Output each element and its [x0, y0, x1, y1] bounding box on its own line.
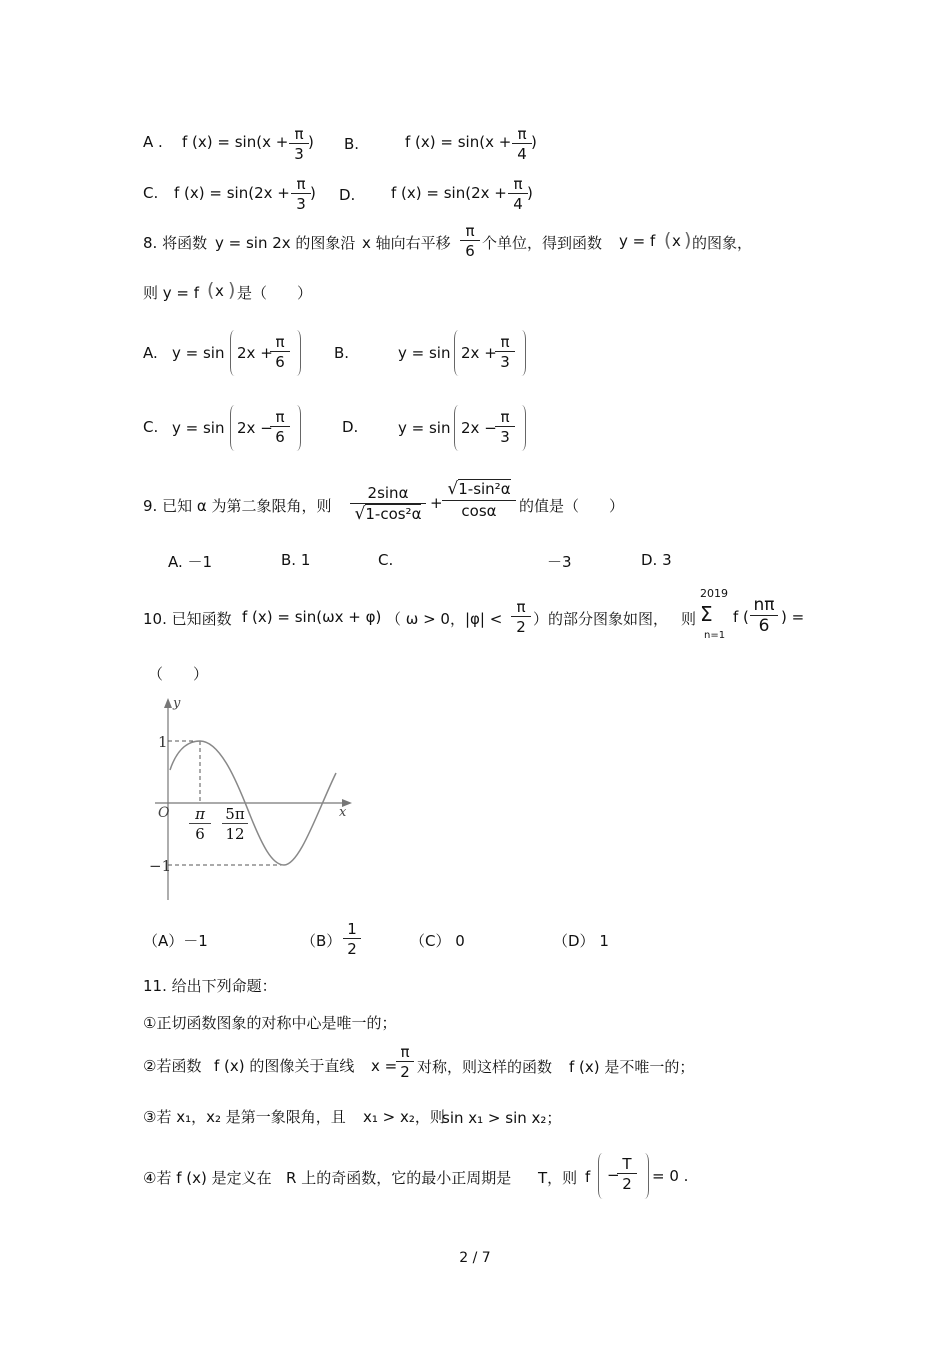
graph-tick-2: $\frac{5\pi}{12}$: [222, 805, 248, 844]
q8-d-inner: 2x −: [461, 419, 497, 437]
q8-b-paren-r: [517, 330, 526, 376]
q11-p4-fraction: $\frac{T}{2}$: [617, 1155, 637, 1194]
q10-sum-top: 2019: [700, 587, 728, 600]
q11-stem: 11. 给出下列命题：: [143, 977, 277, 995]
q7-a-label: A .: [143, 133, 163, 151]
q8-line2-paren-l: (: [207, 279, 215, 301]
q8-a-label: A.: [143, 344, 158, 362]
q11-p2-c: x =: [371, 1057, 398, 1075]
q8-d-expr: y = sin: [398, 419, 451, 437]
q11-p2-a: ②若函数: [143, 1057, 202, 1075]
page-number: 2 / 7: [459, 1250, 491, 1266]
q11-p4-c: T，则: [538, 1169, 578, 1187]
q8-text-6: x: [672, 232, 681, 250]
q8-c-fraction: $\frac{\pi}{6}$: [270, 408, 290, 447]
q8-c-paren-r: [292, 405, 301, 451]
q11-p4-paren-r: [640, 1153, 649, 1199]
q8-b-label: B.: [334, 344, 350, 362]
q7-b-label: B.: [344, 135, 360, 153]
q7-c-close: ): [310, 184, 316, 202]
q7-b-fraction: $\frac{\pi}{4}$: [512, 125, 532, 164]
q8-d-label: D.: [342, 418, 359, 436]
q11-p3-b: x₁ > x₂，则: [363, 1108, 445, 1126]
q11-p1: ①正切函数图象的对称中心是唯一的；: [143, 1014, 397, 1032]
q11-p4-d: f: [585, 1168, 591, 1186]
q8-d-paren-r: [517, 405, 526, 451]
q7-a-close: ): [308, 133, 314, 151]
q11-p4-b: R 上的奇函数，它的最小正周期是: [286, 1169, 512, 1187]
q8-line2-b: x: [215, 282, 224, 300]
q10-sum-fraction: $\frac{n\pi}{6}$: [750, 595, 778, 636]
q8-text-3: x 轴向右平移: [362, 234, 451, 252]
q10-cond: （ ω > 0，|φ| <: [386, 610, 503, 628]
q11-p2-b: f (x) 的图像关于直线: [214, 1057, 355, 1075]
q8-text-2: y = sin 2x 的图象沿: [215, 234, 356, 252]
q8-line2-paren-r: ): [228, 279, 236, 301]
q10-expr: f (x) = sin(ωx + φ): [242, 608, 382, 626]
q11-p3-c: sin x₁ > sin x₂；: [442, 1109, 562, 1127]
q7-c-label: C.: [143, 184, 159, 202]
q8-a-inner: 2x +: [237, 344, 273, 362]
q10-option-c: （C） 0: [410, 932, 465, 950]
q10-option-a: （A）－1: [143, 932, 208, 950]
q7-c-fraction: $\frac{\pi}{3}$: [291, 175, 311, 214]
q7-a-expr: f (x) = sin(x +: [182, 133, 289, 151]
sqrt-icon: √: [354, 504, 366, 524]
q10-paren-line: （ ）: [148, 665, 209, 683]
q9-option-c-value: －3: [547, 553, 572, 571]
q11-p2-fraction: $\frac{\pi}{2}$: [396, 1043, 414, 1082]
y-axis-arrow-icon: [164, 698, 172, 708]
q8-text-5: y = f: [619, 232, 656, 250]
q11-p3-a: ③若 x₁，x₂ 是第一象限角，且: [143, 1108, 346, 1126]
q8-line2-a: 则 y = f: [143, 284, 200, 302]
q8-text-1: 8. 将函数: [143, 234, 208, 252]
graph-origin: O: [158, 805, 170, 821]
q8-a-paren-r: [292, 330, 301, 376]
q8-a-fraction: $\frac{\pi}{6}$: [270, 333, 290, 372]
q8-a-expr: y = sin: [172, 344, 225, 362]
q9-option-a: A. －1: [168, 553, 213, 571]
q8-line2-c: 是（ ）: [237, 284, 313, 302]
sigma-icon: Σ: [700, 602, 713, 626]
graph-y-bottom: −1: [149, 857, 172, 875]
q11-p4-paren-l: [598, 1153, 607, 1199]
q7-d-fraction: $\frac{\pi}{4}$: [508, 175, 528, 214]
q10-then: 则: [681, 610, 697, 628]
q9-stem-b: 的值是（ ）: [519, 497, 625, 515]
q8-paren-l: (: [664, 229, 672, 251]
q11-p2-e: f (x) 是不唯一的；: [569, 1058, 695, 1076]
q11-p4-e: = 0 .: [652, 1167, 689, 1185]
q8-b-expr: y = sin: [398, 344, 451, 362]
q7-b-expr: f (x) = sin(x +: [405, 133, 512, 151]
q9-fraction-1: $\frac{2\sin\alpha}{\text{√1-cos²α}}$: [350, 483, 426, 524]
q9-fraction-2: $\frac{\text{√1-sin²α}}{\cos\alpha}$: [442, 478, 516, 521]
q8-b-inner: 2x +: [461, 344, 497, 362]
q10-sum-bottom: n=1: [704, 630, 726, 641]
q7-c-expr: f (x) = sin(2x +: [174, 184, 290, 202]
q10-option-b-fraction: $\frac{1}{2}$: [343, 920, 361, 959]
graph-tick-1: $\frac{\pi}{6}$: [189, 805, 211, 844]
q7-a-fraction: $\frac{\pi}{3}$: [289, 125, 309, 164]
q10-option-d: （D） 1: [553, 932, 609, 950]
q10-stem-a: 10. 已知函数: [143, 610, 232, 628]
q10-option-b-label: （B）: [301, 932, 342, 950]
q8-shift-fraction: $\frac{\pi}{6}$: [460, 222, 480, 261]
q8-c-inner: 2x −: [237, 419, 273, 437]
q8-c-label: C.: [143, 418, 159, 436]
graph-x-label: x: [339, 805, 347, 820]
q9-plus: +: [430, 494, 443, 512]
q10-sum-end: ) =: [781, 608, 805, 626]
q11-p4-inner: −: [607, 1166, 620, 1184]
q8-paren-r: ): [684, 229, 692, 251]
q8-text-7: 的图象，: [692, 234, 753, 252]
q10-graph: [145, 695, 365, 905]
q8-text-4: 个单位，得到函数: [482, 234, 603, 252]
q9-option-d: D. 3: [641, 551, 672, 569]
q10-sum-expr: f (: [733, 608, 749, 626]
graph-y-label: y: [173, 696, 181, 711]
q10-stem-b: ）的部分图象如图，: [533, 610, 669, 628]
q7-d-expr: f (x) = sin(2x +: [391, 184, 507, 202]
q9-stem-a: 9. 已知 α 为第二象限角，则: [143, 497, 332, 515]
q9-option-b: B. 1: [281, 551, 311, 569]
q8-b-fraction: $\frac{\pi}{3}$: [495, 333, 515, 372]
q11-p2-d: 对称，则这样的函数: [417, 1058, 553, 1076]
q7-d-close: ): [527, 184, 533, 202]
q10-cond-fraction: $\frac{\pi}{2}$: [511, 598, 531, 637]
q11-p4-a: ④若 f (x) 是定义在: [143, 1169, 272, 1187]
q8-d-fraction: $\frac{\pi}{3}$: [495, 408, 515, 447]
q7-d-label: D.: [339, 186, 356, 204]
q8-c-expr: y = sin: [172, 419, 225, 437]
q7-b-close: ): [531, 133, 537, 151]
graph-y-top: 1: [158, 733, 168, 751]
sqrt-icon: √: [447, 479, 459, 499]
q9-option-c-label: C.: [378, 551, 394, 569]
